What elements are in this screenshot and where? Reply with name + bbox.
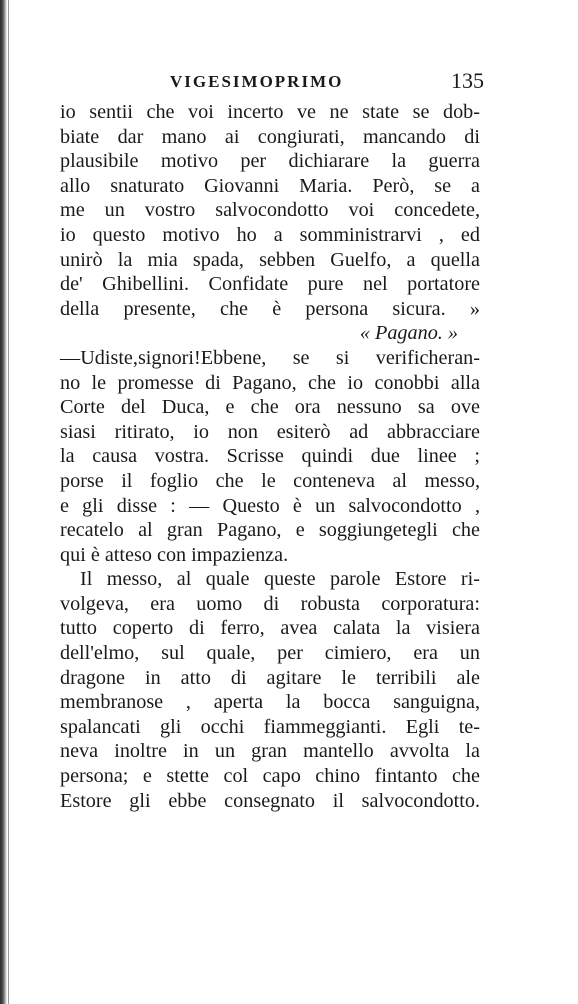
- text-line: io questo motivo ho a somministrarvi , ed: [60, 223, 480, 246]
- text-line: della presente, che è persona sicura. »: [60, 297, 480, 320]
- page-header: [60, 68, 484, 100]
- text-line: no le promesse di Pagano, che io conobbi alla: [60, 371, 480, 394]
- text-line: unirò la mia spada, sebben Guelfo, a quella: [60, 248, 480, 271]
- text-line: volgeva, era uomo di robusta corporatura:: [60, 592, 480, 615]
- text-line: dragone in atto di agitare le terribili ale: [60, 666, 480, 689]
- body-text: [60, 100, 480, 813]
- text-line: Estore gli ebbe consegnato il salvocondotto.: [60, 789, 480, 812]
- text-line: qui è atteso con impazienza.: [60, 543, 289, 566]
- text-line: Corte del Duca, e che ora nessuno sa ove: [60, 396, 480, 419]
- text-line: porse il foglio che le conteneva al messo,: [60, 469, 480, 492]
- text-line: tutto coperto di ferro, avea calata la visiera: [60, 617, 480, 640]
- text-line: spalancati gli occhi fiammeggianti. Egli te-: [60, 715, 480, 738]
- text-line: allo snaturato Giovanni Maria. Però, se a: [60, 174, 480, 197]
- text-line: —Udiste,signori!Ebbene, se si verificheran-: [60, 346, 480, 369]
- text-line: Il messo, al quale queste parole Estore ri-: [80, 568, 480, 591]
- text-line: biate dar mano ai congiurati, mancando di: [60, 125, 480, 148]
- text-line: siasi ritirato, io non esiterò ad abbracciare: [60, 420, 480, 443]
- text-line: e gli disse : — Questo è un salvocondotto ,: [60, 494, 480, 517]
- text-line: dell'elmo, sul quale, per cimiero, era un: [60, 642, 480, 665]
- text-line: membranose , aperta la bocca sanguigna,: [60, 691, 480, 714]
- text-line: io sentii che voi incerto ve ne state se dob-: [60, 101, 480, 123]
- text-line: persona; e stette col capo chino fintanto che: [60, 765, 480, 788]
- text-line: la causa vostra. Scrisse quindi due linee ;: [60, 445, 480, 468]
- book-spine-shadow: [0, 0, 7, 1004]
- text-line: neva inoltre in un gran mantello avvolta la: [60, 740, 480, 763]
- gutter-line: [8, 0, 9, 1004]
- text-line: « Pagano. »: [359, 322, 458, 345]
- book-page: [60, 68, 484, 813]
- text-line: recatelo al gran Pagano, e soggiungetegli che: [60, 519, 480, 542]
- running-head: VIGESIMOPRIMO: [170, 72, 344, 91]
- text-line: me un vostro salvocondotto voi concedete,: [60, 199, 480, 222]
- text-line: plausibile motivo per dichiarare la guerra: [60, 150, 480, 173]
- page-number: 135: [451, 68, 484, 93]
- text-line: de' Ghibellini. Confidate pure nel portatore: [60, 273, 480, 296]
